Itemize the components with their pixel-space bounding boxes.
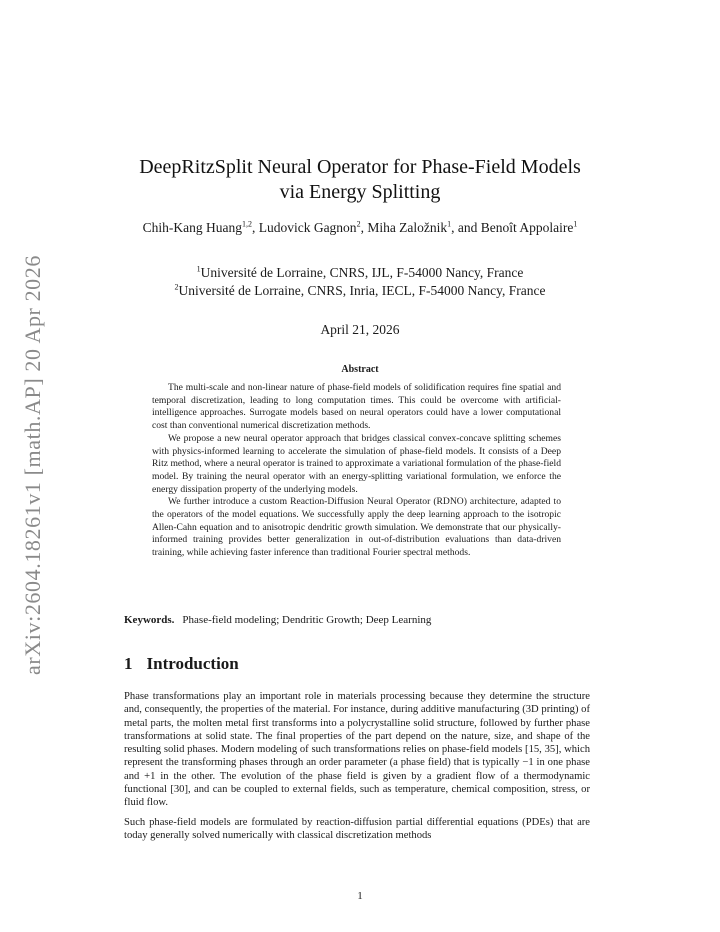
author-name: Chih-Kang Huang: [142, 220, 242, 235]
title-line-2: via Energy Splitting: [279, 181, 441, 203]
author-affiliation-mark: 2: [356, 219, 361, 229]
abstract-paragraph: The multi-scale and non-linear nature of phase-field models of solidification requires fine spatial and temporal discretization, leading to long computation times. This could be overcome with artificial-intelligence approaches. Surrogate models based on neural operators could have a lower computational cost than conventional numerical discretization methods.: [152, 382, 561, 432]
abstract-paragraph: We further introduce a custom Reaction-Diffusion Neural Operator (RDNO) architecture, adapted to the operators of the model equations. We successfully apply the deep learning approach to the isotropic Allen-Cahn equation and to anisotropic dendritic growth simulation. We demonstrate that our physically-informed training provides better generalization in out-of-distribution evaluations than data-driven training, while achieving faster inference than traditional Fourier spectral methods.: [152, 496, 561, 559]
author-affiliation-mark: 1,2: [241, 219, 252, 229]
page-number: 1: [357, 890, 363, 902]
arxiv-identifier-stamp: arXiv:2604.18261v1 [math.AP] 20 Apr 2026: [20, 255, 45, 675]
body-paragraph: Such phase-field models are formulated by reaction-diffusion partial differential equations (PDEs) that are today generally solved numerically with classical discretization methods: [124, 816, 590, 841]
section-body: [124, 690, 590, 848]
abstract-paragraph: We propose a new neural operator approach that bridges classical convex-concave splitting schemes with physics-informed learning to accelerate the simulation of phase-field models. It consists of a Deep Ritz method, where a neural operator is trained to approximate a variational formulation of the phase-field model. By training the neural operator with an energy-splitting variational formulation, we enforce the energy dissipation property of the underlying models.: [152, 432, 561, 495]
author-list: [130, 219, 590, 237]
author-separator: ,: [360, 220, 368, 235]
author-affiliation-mark: 1: [447, 219, 452, 229]
affiliation-text: Université de Lorraine, CNRS, Inria, IECL, F-54000 Nancy, France: [178, 283, 546, 298]
abstract-body: [152, 382, 561, 560]
keywords-line: [124, 614, 594, 626]
author-separator: ,: [251, 220, 259, 235]
author-name: Benoît Appolaire: [480, 220, 574, 235]
keywords-label: Keywords.: [124, 614, 175, 626]
paper-title: [100, 155, 620, 205]
affiliation-mark: 2: [174, 282, 179, 292]
author-name: Ludovick Gagnon: [258, 220, 357, 235]
section-number: 1: [124, 654, 133, 673]
body-paragraph: Phase transformations play an important role in materials processing because they determine the structure and, consequently, the properties of the material. For instance, during additive manufacturing (3D printing) of metal parts, the molten metal first transforms into a polycrystalline solid structure, followed by further phase transformations at solid state. The final properties of the part depend on the nature, size, and shape of the resulting solid phases. Modern modeling of such transformations relies on phase-field models [15, 35], which represent the transforming phases through an order parameter (a phase field) that is typically −1 in one phase and +1 in the other. The evolution of the phase field is given by a gradient flow of a thermodynamic functional [30], and can be coupled to external fields, such as temperature, chemical composition, stress, or fluid flow.: [124, 691, 590, 809]
author-separator: , and: [451, 220, 481, 235]
keywords-text: Phase-field modeling; Dendritic Growth; Deep Learning: [182, 614, 432, 626]
affiliation-line: [120, 264, 600, 282]
section-heading: [124, 654, 239, 674]
abstract-heading: Abstract: [341, 364, 379, 375]
publication-date: April 21, 2026: [320, 322, 400, 337]
author-affiliation-mark: 1: [573, 219, 578, 229]
title-line-1: DeepRitzSplit Neural Operator for Phase-Field Models: [139, 156, 581, 178]
affiliation-list: [120, 264, 600, 300]
section-title: Introduction: [146, 654, 239, 673]
affiliation-line: [120, 282, 600, 300]
affiliation-text: Université de Lorraine, CNRS, IJL, F-54000 Nancy, France: [200, 265, 524, 280]
affiliation-mark: 1: [196, 264, 201, 274]
author-name: Miha Založnik: [367, 220, 448, 235]
